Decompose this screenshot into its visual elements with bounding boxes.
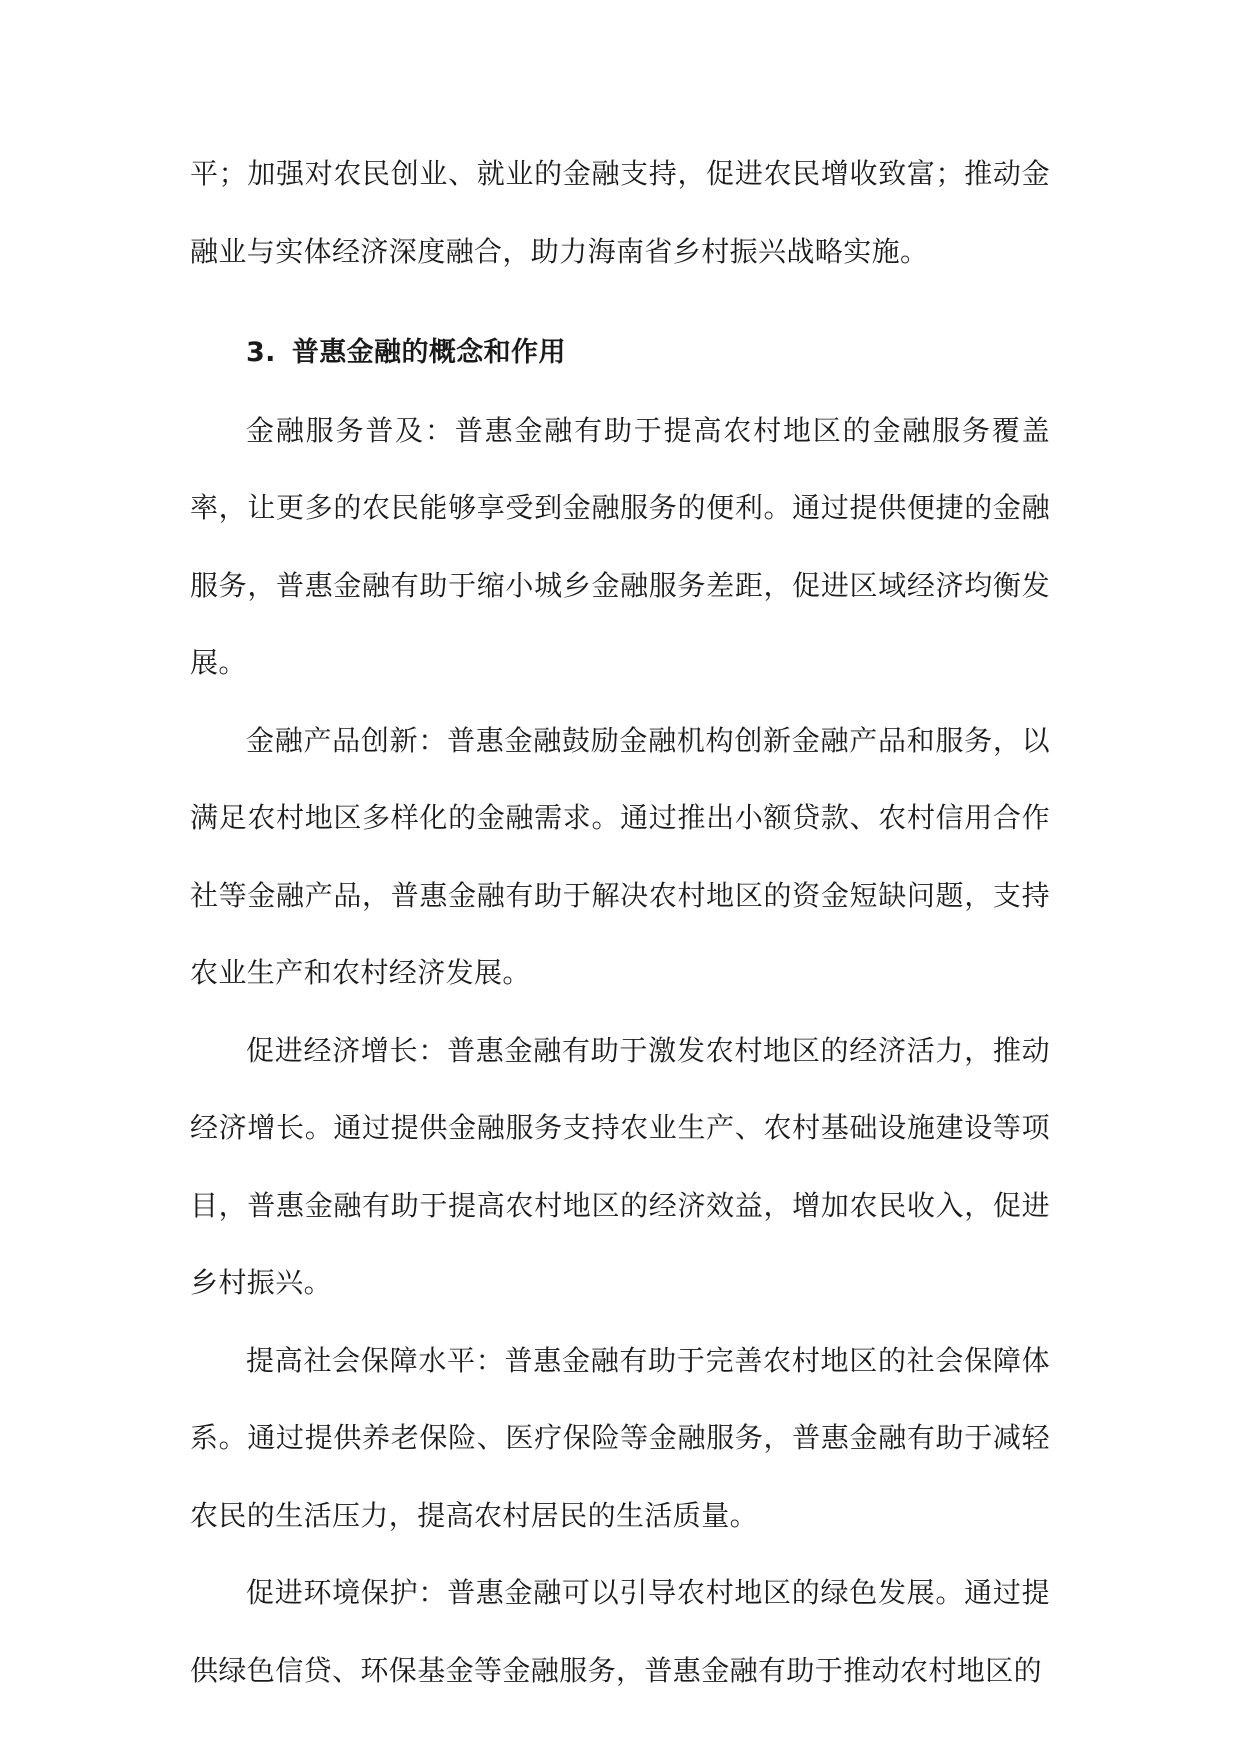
paragraph-financial-service-access: 金融服务普及：普惠金融有助于提高农村地区的金融服务覆盖率，让更多的农民能够享受到金融服务的便利。通过提供便捷的金融服务，普惠金融有助于缩小城乡金融服务差距，促进区域经济均衡发展。 <box>190 413 1050 679</box>
section-heading <box>190 314 1050 392</box>
paragraph-environmental-protection: 促进环境保护：普惠金融可以引导农村地区的绿色发展。通过提供绿色信贷、环保基金等金融服务，普惠金融有助于推动农村地区的 <box>190 1576 1050 1687</box>
paragraph-social-security: 提高社会保障水平：普惠金融有助于完善农村地区的社会保障体系。通过提供养老保险、医疗保险等金融服务，普惠金融有助于减轻农民的生活压力，提高农村居民的生活质量。 <box>190 1343 1050 1532</box>
document-page <box>190 135 1050 1709</box>
paragraph-product-innovation: 金融产品创新：普惠金融鼓励金融机构创新金融产品和服务，以满足农村地区多样化的金融需求。通过推出小额贷款、农村信用合作社等金融产品，普惠金融有助于解决农村地区的资金短缺问题，支持农业生产和农村经济发展。 <box>190 723 1050 989</box>
continuation-paragraph: 平；加强对农民创业、就业的金融支持，促进农民增收致富；推动金融业与实体经济深度融合，助力海南省乡村振兴战略实施。 <box>190 157 1050 268</box>
section-number: 3. <box>246 337 276 368</box>
section-title: 普惠金融的概念和作用 <box>291 337 566 368</box>
paragraph-economic-growth: 促进经济增长：普惠金融有助于激发农村地区的经济活力，推动经济增长。通过提供金融服务支持农业生产、农村基础设施建设等项目，普惠金融有助于提高农村地区的经济效益，增加农民收入，促进乡村振兴。 <box>190 1033 1050 1299</box>
